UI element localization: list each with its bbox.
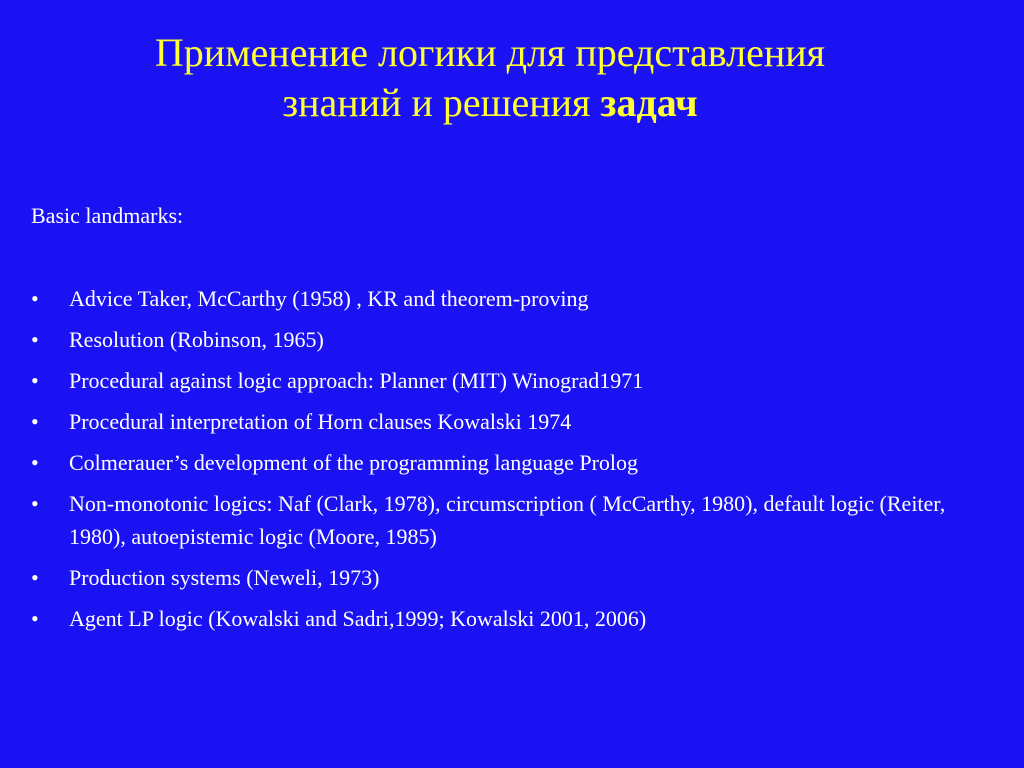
- title-line-2: [40, 78, 940, 128]
- bullet-icon: •: [31, 409, 39, 434]
- list-item: [31, 487, 991, 553]
- bullet-icon: •: [31, 286, 39, 311]
- bullet-icon: •: [31, 368, 39, 393]
- list-item-text: Procedural against logic approach: Planner (MIT) Winograd1971: [69, 368, 644, 393]
- list-item-text: Procedural interpretation of Horn clauses Kowalski 1974: [69, 409, 572, 434]
- title-line-2-text: знаний и решения: [282, 80, 601, 125]
- bullet-icon: •: [31, 606, 39, 631]
- list-item: [31, 364, 991, 397]
- list-item: [31, 561, 991, 594]
- title-line-2-bold: задач: [600, 80, 698, 125]
- bullet-list: [31, 282, 991, 643]
- title-line-1: Применение логики для представления: [154, 30, 826, 75]
- list-item: [31, 446, 991, 479]
- list-item-text: Agent LP logic (Kowalski and Sadri,1999; Kowalski 2001, 2006): [69, 606, 647, 631]
- bullet-icon: •: [31, 450, 39, 475]
- list-item: [31, 323, 991, 356]
- list-item-text: Production systems (Neweli, 1973): [69, 565, 380, 590]
- list-item: [31, 602, 991, 635]
- list-item-text: Non-monotonic logics: Naf (Clark, 1978), circumscription ( McCarthy, 1980), default logic (Reiter, 1980), autoepistemic logic (Moore, 1985): [69, 491, 946, 549]
- bullet-icon: •: [31, 327, 39, 352]
- list-item-text: Colmerauer’s development of the programming language Prolog: [69, 450, 639, 475]
- bullet-icon: •: [31, 565, 39, 590]
- section-heading: Basic landmarks:: [31, 203, 184, 228]
- list-item-text: Resolution (Robinson, 1965): [69, 327, 324, 352]
- bullet-icon: •: [31, 491, 39, 516]
- list-item: [31, 282, 991, 315]
- slide-title: [40, 28, 940, 128]
- list-item: [31, 405, 991, 438]
- list-item-text: Advice Taker, McCarthy (1958) , KR and theorem-proving: [69, 286, 589, 311]
